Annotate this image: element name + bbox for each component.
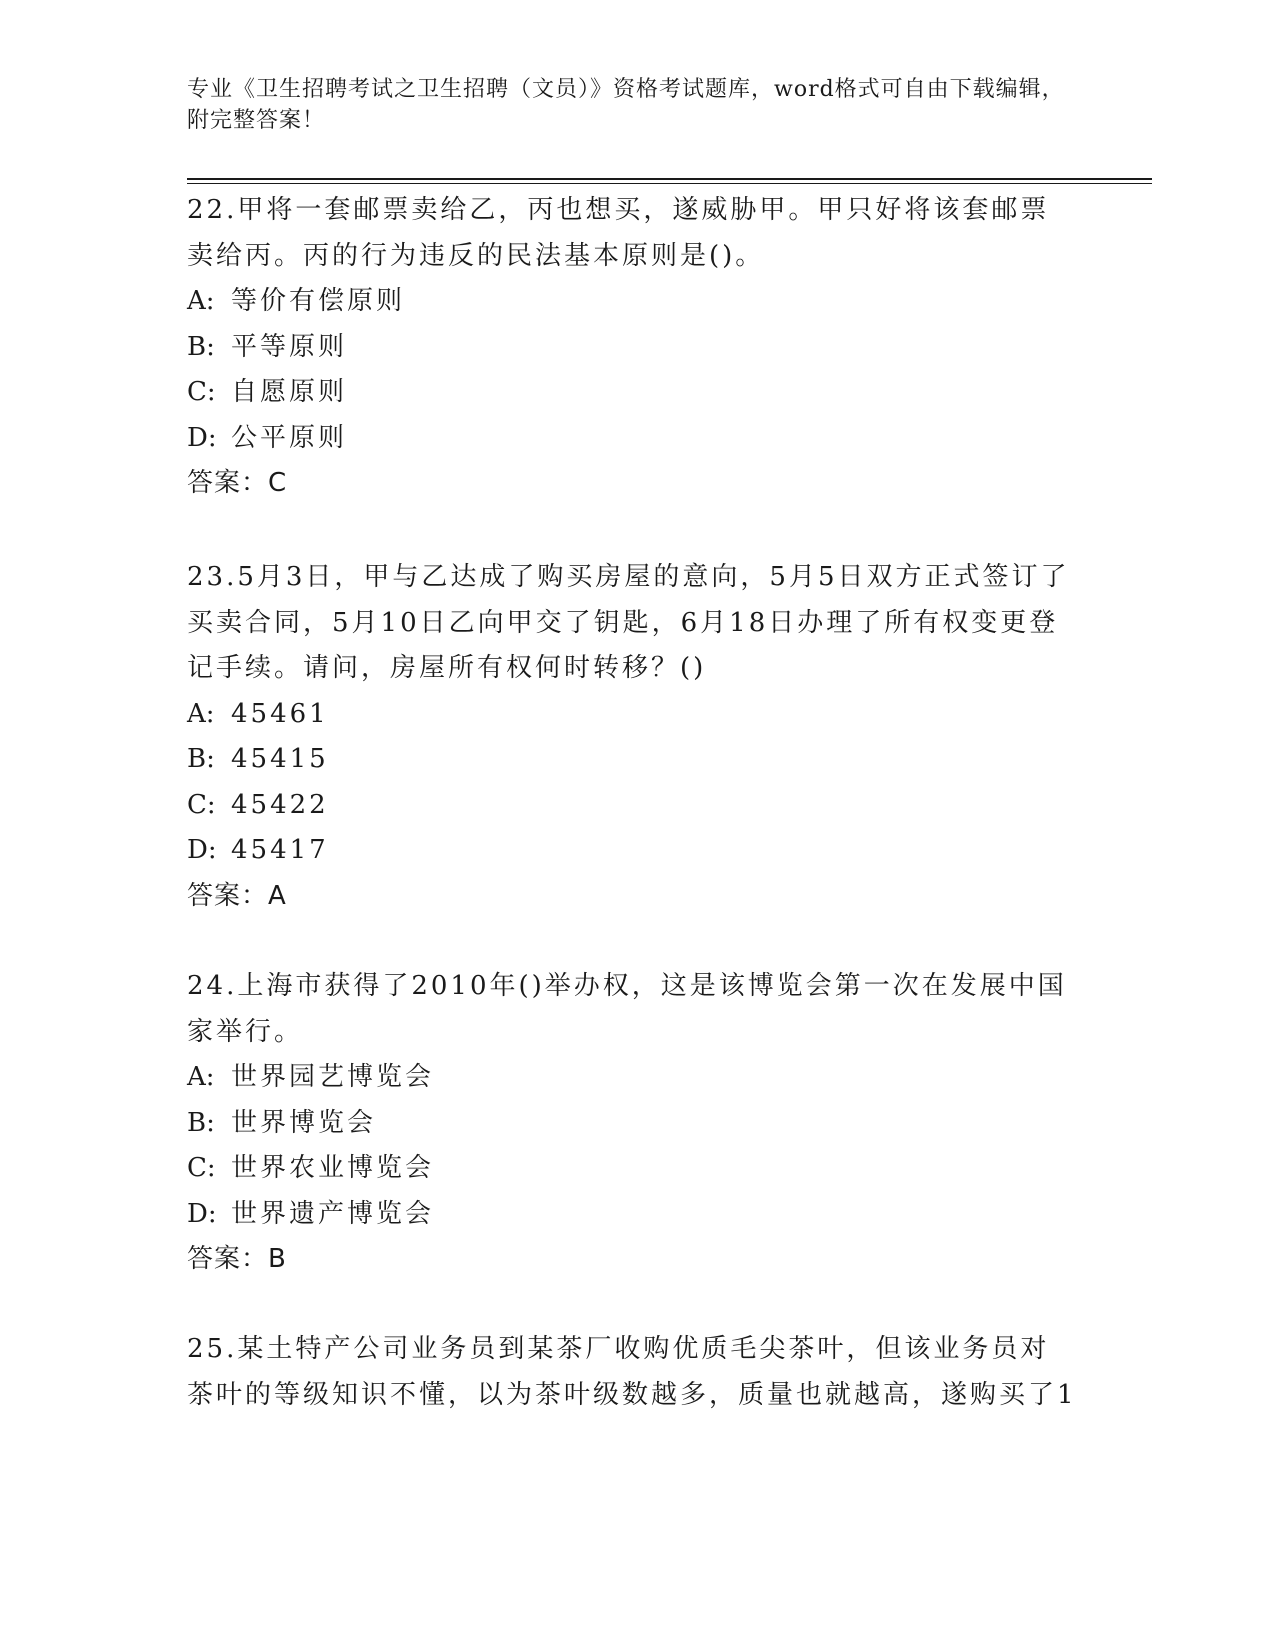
option-b — [187, 1101, 1077, 1147]
option-letter: D: — [187, 835, 217, 865]
option-letter: A: — [187, 1062, 215, 1092]
document-header: 专业《卫生招聘考试之卫生招聘（文员）》资格考试题库，word格式可自由下载编辑，附完整答案！ — [187, 77, 1065, 133]
question-24 — [187, 964, 1077, 1283]
option-d — [187, 1192, 1077, 1238]
option-letter: C: — [187, 789, 216, 820]
option-text: 世界遗产博览会 — [231, 1198, 435, 1229]
option-letter: D: — [187, 422, 217, 453]
option-text: 公平原则 — [231, 422, 348, 453]
option-text: 等价有偿原则 — [231, 286, 406, 316]
option-text: 45417 — [231, 835, 329, 865]
option-b — [187, 325, 1077, 371]
option-a — [187, 279, 1077, 325]
question-stem: 23.5月3日，甲与乙达成了购买房屋的意向，5月5日双方正式签订了买卖合同，5月10日乙向甲交了钥匙，6月18日办理了所有权变更登记手续。请问，房屋所有权何时转移？() — [187, 562, 1070, 683]
answer-line: 答案：A — [187, 880, 287, 911]
option-letter: C: — [187, 1153, 216, 1183]
answer-line: 答案：C — [187, 468, 288, 498]
option-letter: C: — [187, 377, 216, 407]
option-d — [187, 828, 1077, 874]
option-b — [187, 737, 1077, 783]
header-divider-top — [187, 178, 1152, 180]
option-text: 世界园艺博览会 — [231, 1062, 435, 1092]
question-25 — [187, 1327, 1077, 1418]
header-divider-bottom — [187, 183, 1152, 184]
option-text: 世界农业博览会 — [231, 1153, 435, 1183]
option-letter: A: — [187, 698, 215, 729]
option-text: 世界博览会 — [231, 1107, 377, 1138]
option-c — [187, 783, 1077, 829]
option-letter: A: — [187, 286, 215, 316]
option-letter: B: — [187, 1107, 215, 1138]
option-letter: D: — [187, 1198, 217, 1229]
option-d — [187, 416, 1077, 462]
option-a — [187, 1055, 1077, 1101]
option-text: 45415 — [231, 744, 329, 774]
option-text: 45422 — [231, 789, 329, 820]
question-stem: 24.上海市获得了2010年()举办权，这是该博览会第一次在发展中国家举行。 — [187, 971, 1067, 1047]
option-text: 平等原则 — [231, 331, 348, 362]
option-letter: B: — [187, 331, 215, 362]
option-text: 自愿原则 — [231, 377, 348, 407]
answer-line: 答案：B — [187, 1244, 287, 1274]
option-c — [187, 370, 1077, 416]
option-a — [187, 692, 1077, 738]
option-text: 45461 — [231, 698, 329, 729]
question-stem: 25.某土特产公司业务员到某茶厂收购优质毛尖茶叶，但该业务员对茶叶的等级知识不懂，以为茶叶级数越多，质量也就越高，遂购买了1 — [187, 1334, 1077, 1410]
question-stem: 22.甲将一套邮票卖给乙，丙也想买，遂威胁甲。甲只好将该套邮票卖给丙。丙的行为违反的民法基本原则是()。 — [187, 195, 1050, 271]
option-letter: B: — [187, 744, 215, 774]
option-c — [187, 1146, 1077, 1192]
question-23 — [187, 555, 1077, 919]
question-22 — [187, 188, 1077, 507]
